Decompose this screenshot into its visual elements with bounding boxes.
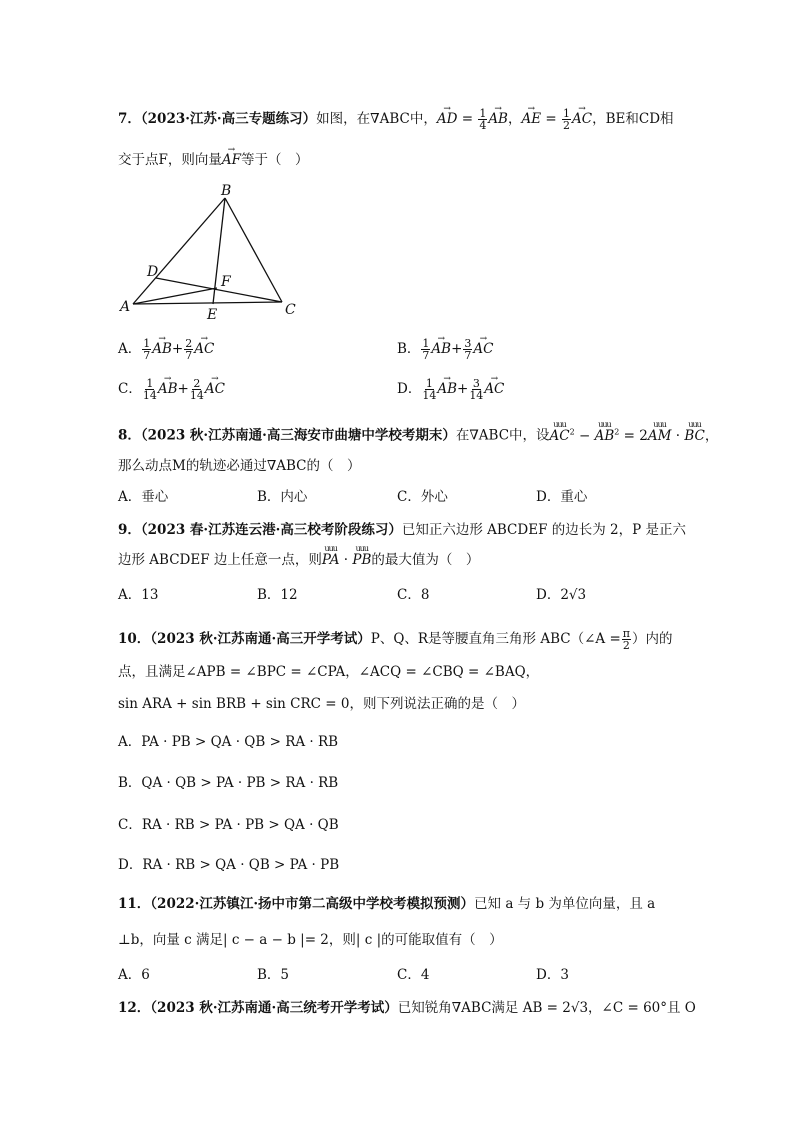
q8-source: （2023 秋·江苏南通·高三海安市曲塘中学校考期末） — [140, 427, 456, 444]
q11-source: （2022·江苏镇江·扬中市第二高级中学校考模拟预测） — [150, 896, 475, 912]
q9-option-d: D．2√3 — [536, 587, 587, 603]
q9-stem-b: 边形 ABCDEF 边上任意一点，则 — [118, 552, 322, 568]
q10-stem-c: sin ARA + sin BRB + sin CRC = 0，则下列说法正确的是（ ） — [118, 696, 525, 712]
q11-option-b: B．5 — [257, 967, 290, 983]
q7-line1 — [118, 108, 674, 131]
q10-option-a: A．PA · PB > QA · QB > RA · RB — [118, 734, 339, 750]
q8-option-a: A．垂心 — [118, 489, 169, 505]
q7-vec-ad: → AD = $\frac{1}{4}$ → AB，→ AE = $\frac{1}{2}$ → AC， — [437, 111, 606, 127]
q9-line2 — [118, 550, 479, 570]
q8-stem-b: 那么动点M的轨迹必通过∇ABC的（ ） — [118, 458, 361, 474]
q12-stem-a: 已知锐角∇ABC满足 AB = 2√3，∠C = 60°且 O — [397, 1000, 696, 1016]
label-c: C — [285, 302, 296, 318]
q9-source: （2023 春·江苏连云港·高三校考阶段练习） — [140, 522, 402, 538]
q12-line1 — [118, 998, 696, 1018]
q9-stem-a: 已知正六边形 ABCDEF 的边长为 2，P 是正六 — [401, 522, 686, 538]
q7-be-cd: BE和CD相 — [605, 111, 674, 127]
q9-option-c: C．8 — [397, 587, 430, 603]
q8-number: 8． — [118, 427, 141, 444]
label-d: D — [147, 264, 159, 280]
q12-source: （2023 秋·江苏南通·高三统考开学考试） — [150, 1000, 398, 1016]
q8-line1 — [118, 422, 718, 446]
q10-stem-a: P、Q、R是等腰直角三角形 ABC（∠A = — [370, 631, 621, 647]
q9-number: 9． — [118, 522, 141, 538]
q11-line2 — [118, 930, 503, 950]
q9-stem-c: 的最大值为（ ） — [371, 552, 480, 568]
q7-stem-b: 交于点F，则向量 — [118, 152, 222, 168]
q8-option-c: C．外心 — [397, 489, 448, 505]
q9-option-a: A．13 — [118, 587, 159, 603]
q12-number: 12． — [118, 1000, 151, 1016]
q7-stem-c: 等于（ ） — [241, 152, 309, 168]
q10-line1 — [118, 628, 673, 651]
q7-option-d: D． $\frac{1}{14}$ → AB+ $\frac{3}{14}$ → AC — [397, 378, 504, 401]
q9-option-b: B．12 — [257, 587, 298, 603]
label-f: F — [221, 274, 231, 290]
q11-option-a: A．6 — [118, 967, 150, 983]
q8-line2 — [118, 456, 361, 476]
label-e: E — [207, 307, 218, 323]
q10-stem-b: 点，且满足∠APB = ∠BPC = ∠CPA，∠ACQ = ∠CBQ = ∠BAQ， — [118, 664, 540, 680]
q11-line1 — [118, 894, 655, 914]
segment-cd — [156, 278, 282, 302]
q10-option-b: B．QA · QB > PA · PB > RA · RB — [118, 775, 339, 791]
q10-stem-a2: ）内的 — [632, 631, 673, 647]
q10-line3 — [118, 694, 525, 714]
q9-formula: uuu PA · uuu PB — [322, 552, 371, 568]
q7-option-a: A． $\frac{1}{7}$ → AB+ $\frac{2}{7}$ → AC — [118, 338, 214, 361]
q8-formula: uuu $AC^2$ − uuu $AB^2 = 2uuu$ AM · uuu BC， — [550, 428, 719, 444]
q11-option-c: C．4 — [397, 967, 430, 983]
q9-line1 — [118, 520, 686, 540]
q10-number: 10． — [118, 631, 151, 647]
triangle-figure — [115, 178, 315, 323]
q7-option-b: B． $\frac{1}{7}$ → AB+ $\frac{3}{7}$ → AC — [397, 338, 494, 361]
q7-line2 — [118, 150, 309, 170]
q11-stem-b: ⊥b，向量 c 满足| c − a − b |= 2，则| c |的可能取值有（ ） — [118, 932, 503, 948]
q7-option-c: C． $\frac{1}{14}$ → AB+ $\frac{2}{14}$ → AC — [118, 378, 225, 401]
q10-source: （2023 秋·江苏南通·高三开学考试） — [150, 631, 371, 647]
q10-pi-half: $\frac{\pi}{2}$ — [622, 627, 630, 652]
edge-bc — [225, 198, 282, 302]
q10-line2 — [118, 662, 539, 682]
q8-stem-a: 在∇ABC中，设 — [455, 427, 550, 444]
q11-number: 11． — [118, 896, 151, 912]
q7-stem-a: 如图，在∇ABC中， — [316, 111, 437, 127]
q10-option-d: D．RA · RB > QA · QB > PA · PB — [118, 857, 340, 873]
edge-ac — [133, 302, 282, 304]
q11-option-d: D．3 — [536, 967, 569, 983]
label-a: A — [120, 299, 131, 315]
q8-option-d: D．重心 — [536, 489, 588, 505]
label-b: B — [221, 183, 232, 199]
q10-option-c: C．RA · RB > PA · PB > QA · QB — [118, 817, 339, 833]
q11-stem-a: 已知 a 与 b 为单位向量，且 a — [474, 896, 656, 912]
q7-number: 7． — [118, 111, 141, 127]
q7-vec-af: → AF — [222, 150, 241, 170]
q7-source: （2023·江苏·高三专题练习） — [140, 111, 317, 127]
q8-option-b: B．内心 — [257, 489, 308, 505]
